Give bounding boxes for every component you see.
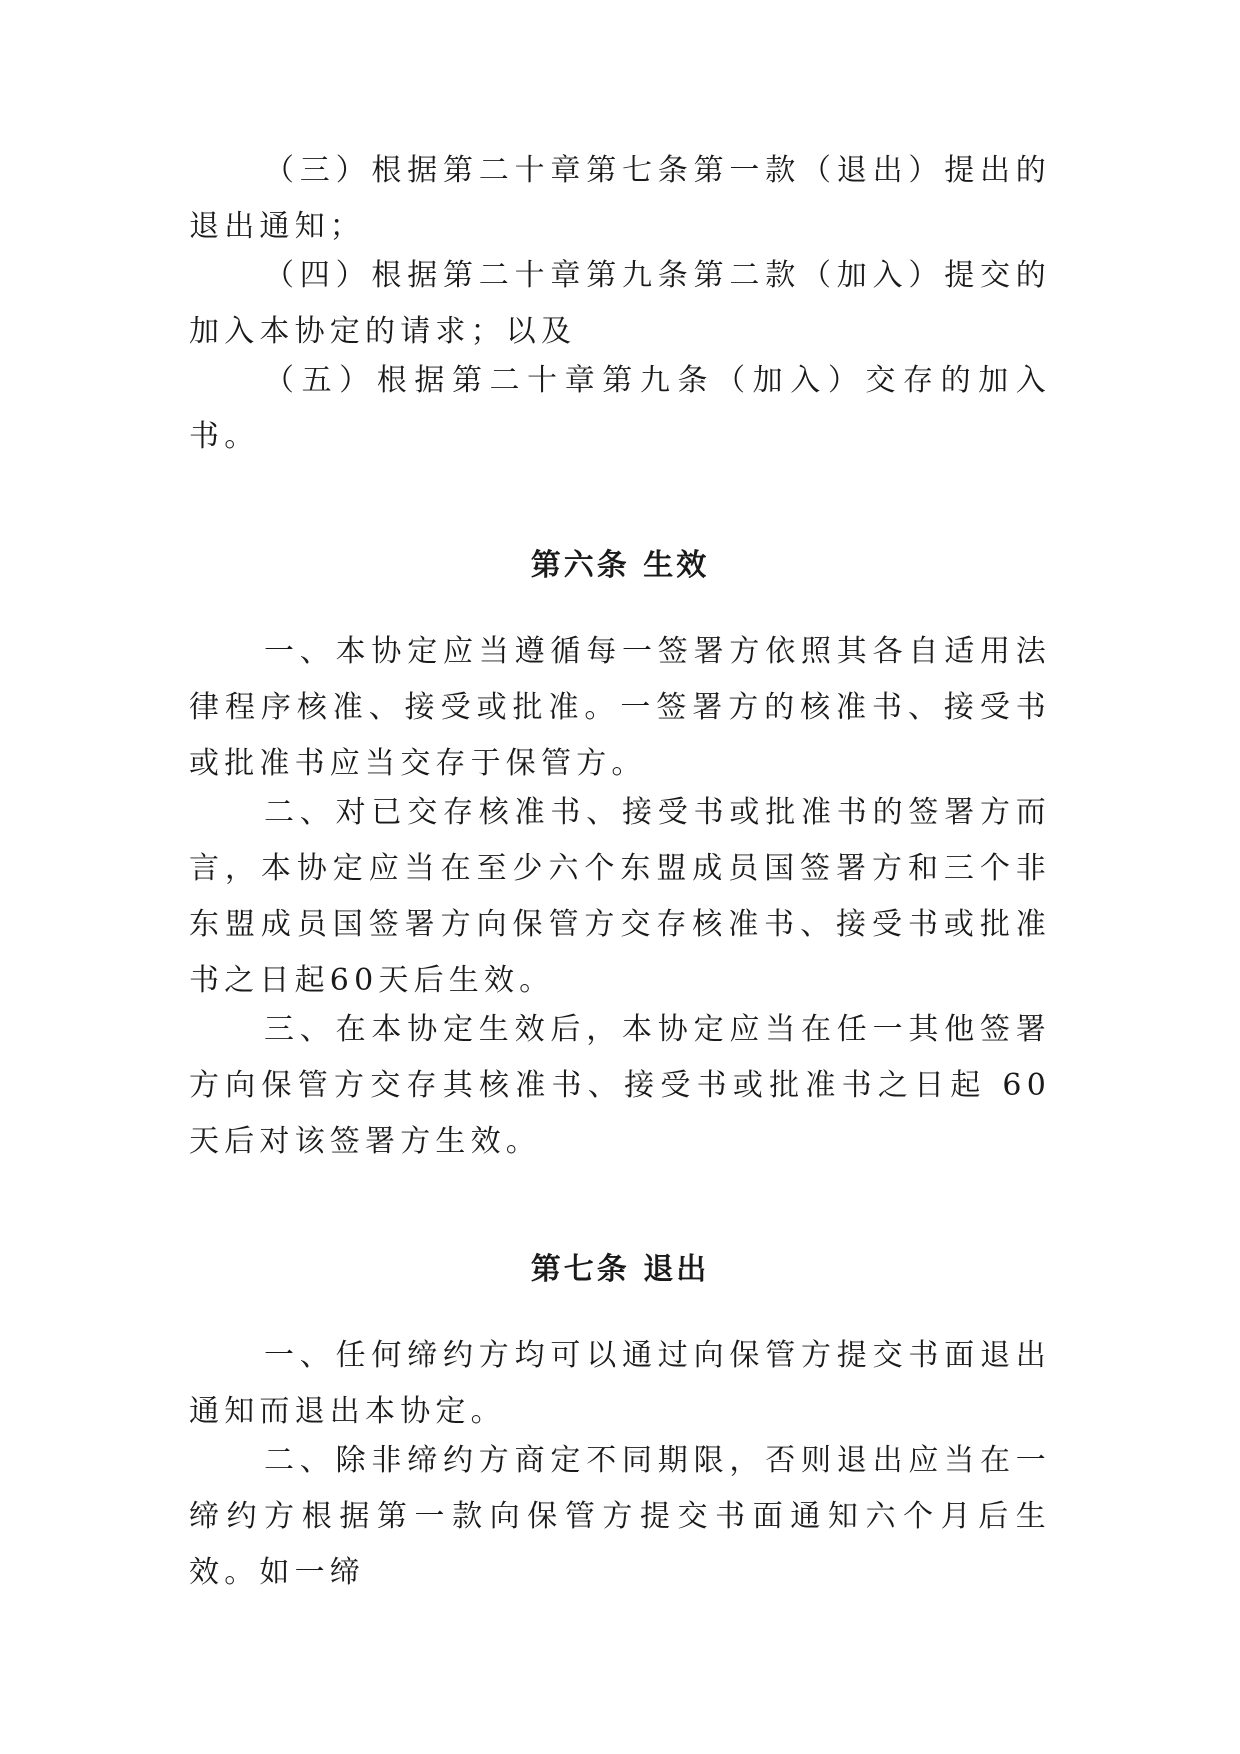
article-6-clause-2: 二、对已交存核准书、接受书或批准书的签署方而言，本协定应当在至少六个东盟成员国签署方和三个非东盟成员国签署方向保管方交存核准书、接受书或批准书之日起60天后生效。 (189, 795, 1051, 998)
paragraph-item-5: （五）根据第二十章第九条（加入）交存的加入书。 (189, 363, 1051, 454)
paragraph-item-3: （三）根据第二十章第七条第一款（退出）提出的退出通知； (189, 153, 1051, 244)
article-6-clause-3: 三、在本协定生效后，本协定应当在任一其他签署方向保管方交存其核准书、接受书或批准书之日起 60 天后对该签署方生效。 (189, 1012, 1051, 1159)
article-6-clause-1: 一、本协定应当遵循每一签署方依照其各自适用法律程序核准、接受或批准。一签署方的核准书、接受书或批准书应当交存于保管方。 (189, 634, 1051, 781)
article-6-heading: 第六条 生效 (530, 548, 710, 583)
article-7-heading: 第七条 退出 (530, 1252, 710, 1287)
paragraph-item-4: （四）根据第二十章第九条第二款（加入）提交的加入本协定的请求；以及 (189, 258, 1051, 349)
article-7-clause-2: 二、除非缔约方商定不同期限，否则退出应当在一缔约方根据第一款向保管方提交书面通知六个月后生效。如一缔 (189, 1443, 1051, 1590)
article-7-clause-1: 一、任何缔约方均可以通过向保管方提交书面退出通知而退出本协定。 (189, 1338, 1051, 1429)
